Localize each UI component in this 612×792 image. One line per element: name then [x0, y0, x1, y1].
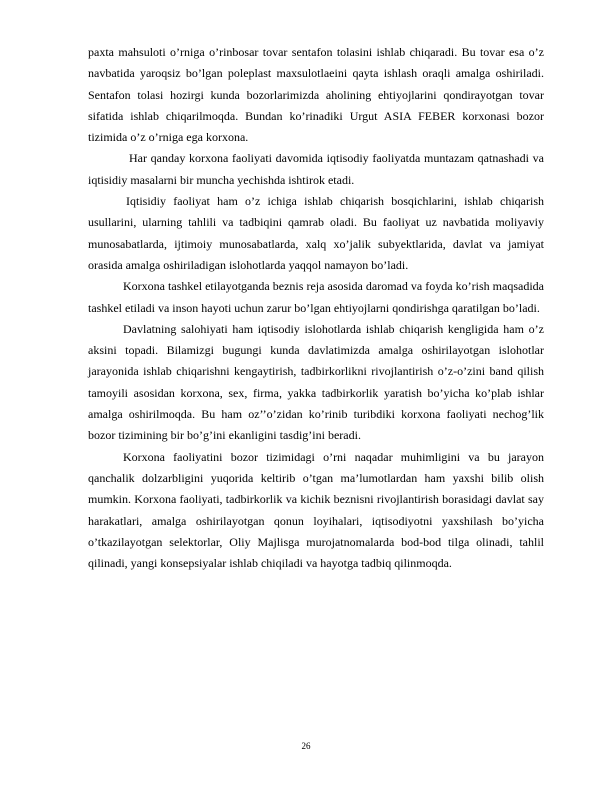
paragraph-4: Korxona tashkel etilayotganda beznis reja asosida daromad va foyda ko’rish maqsadida tashkel etiladi va inson hayoti uchun zarur bo’lgan ehtiyojlarni qondirishga qaratilgan bo’ladi.	[88, 279, 544, 315]
paragraph-1: paxta mahsuloti o’rniga o’rinbosar tovar sentafon tolasini ishlab chiqaradi. Bu tovar esa o’z navbatida yaroqsiz bo’lgan poleplast maxsulotlaeini qayta ishlash oraqli amalga oshiriladi. Sentafon tolasi hozirgi kunda bozorlarimizda aholining ehtiyojlarini qondirayotgan tovar sifatida ishlab chiqarilmoqda. Bundan ko’rinadiki Urgut ASIA FEBER korxonasi bozor tizimida o’z o’rniga ega korxona.	[88, 45, 544, 145]
paragraph-3: Iqtisidiy faoliyat ham o’z ichiga ishlab chiqarish bosqichlarini, ishlab chiqarish usullarini, ularning tahlili va tadbiqini qamrab oladi. Bu faoliyat uz navbatida moliyaviy munosabatlarda, ijtimoiy munosabatlarda, xalq xo’jalik subyektlarida, davlat va jamiyat orasida amalga oshiriladigan islohotlarda yaqqol namayon bo’ladi.	[88, 194, 544, 272]
paragraph-5: Davlatning salohiyati ham iqtisodiy islohotlarda ishlab chiqarish kengligida ham o’z aksini topadi. Bilamizgi bugungi kunda davlatimizda amalga oshirilayotgan islohotlar jarayonida ishlab chiqarishni kengaytirish, tadbirkorlikni rivojlantirish o’z-o’zini band qilish tamoyili asosidan korxona, sex, firma, yakka tadbirkorlik yaratish bo’yicha ko’plab ishlar amalga oshirilmoqda. Bu ham oz’’o’zidan ko’rinib turibdiki korxona faoliyati nechog’lik bozor tizimining bir bo’g’ini ekanligini tasdig’ini beradi.	[88, 321, 544, 443]
paragraph-2: Har qanday korxona faoliyati davomida iqtisodiy faoliyatda muntazam qatnashadi va iqtisidiy masalarni bir muncha yechishda ishtirok etadi.	[88, 151, 544, 187]
paragraph-6: Korxona faoliyatini bozor tizimidagi o’rni naqadar muhimligini va bu jarayon qanchalik dolzarbligini yuqorida keltirib o’tgan ma’lumotlardan ham yaxshi bilib olish mumkin. Korxona faoliyati, tadbirkorlik va kichik beznisni rivojlantirish borasidagi davlat say harakatlari, amalga oshirilayotgan qonun loyihalari, iqtisodiyotni yaxshilash bo’yicha o’tkazilayotgan selektorlar, Oliy Majlisga murojatnomalarda bod-bod tilga olinadi, tahlil qilinadi, yangi konsepsiyalar ishlab chiqiladi va hayotga tadbiq qilinmoqda.	[88, 449, 544, 571]
page-number: 26	[301, 741, 311, 751]
page-body	[88, 42, 544, 574]
